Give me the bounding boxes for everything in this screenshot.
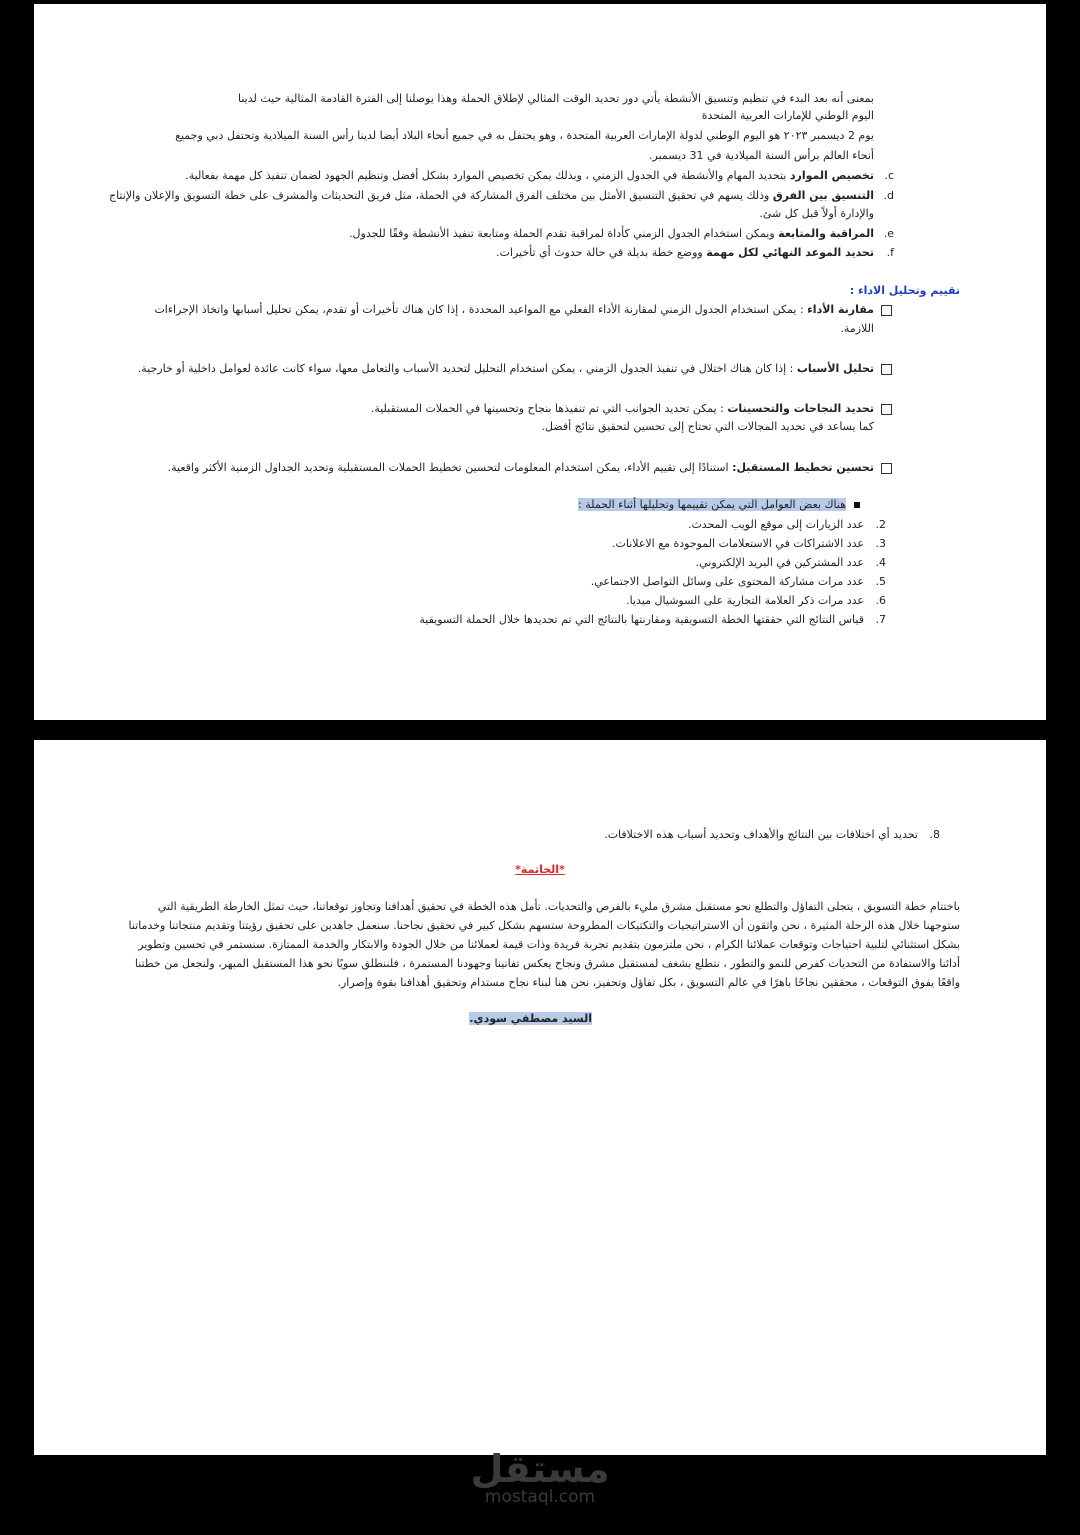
factor-item: عدد المشتركين في البريد الإلكتروني.	[695, 556, 864, 569]
mostaql-watermark	[0, 1447, 1080, 1507]
factor-item: قياس النتائج التي حققتها الخطة التسويقية ومقارنتها بالنتائج التي تم تحديدها خلال الحملة التسويقية	[419, 613, 864, 626]
step-marker-c: c.	[884, 169, 894, 182]
factor-number: 2.	[875, 518, 886, 531]
factors-heading-text: هناك بعض العوامل التي يمكن تقييمها وتحليلها أثناء الحملة :	[578, 498, 846, 511]
checkbox-icon	[881, 364, 892, 375]
bullet-square-icon	[854, 502, 860, 508]
step-c-text: بتحديد المهام والأنشطة في الجدول الزمني ، وبذلك يمكن تخصيص الموارد بشكل أفضل وتنظيم الجهود لضمان تنفيذ كل مهمة بفعالية.	[185, 169, 790, 182]
eval-item-4-title: تحسين تخطيط المستقبل:	[732, 461, 874, 474]
step-f-title: تحديد الموعد النهائي لكل مهمة	[706, 246, 874, 259]
factor-item: عدد الزيارات إلى موقع الويب المحدث.	[687, 518, 864, 531]
eval-item-4	[168, 459, 874, 476]
intro-line-1: بمعنى أنه بعد البدء في تنظيم وتنسيق الأنشطة يأتي دور تحديد الوقت المثالي لإطلاق الحملة وهذا يوصلنا إلى الفترة القادمة المثالية حيث لدينا	[238, 92, 874, 105]
factor-number: 4.	[875, 556, 886, 569]
eval-item-3-title: تحديد النجاحات والتحسينات	[727, 402, 874, 415]
eval-item-2-text: : إذا كان هناك اختلال في تنفيذ الجدول الزمني ، يمكن استخدام التحليل لتحديد الأسباب والتعامل معها، سواء كانت عائدة لعوامل داخلية أو خارجية.	[137, 362, 797, 375]
factor-item: عدد مرات مشاركة المحتوى على وسائل التواصل الاجتماعي.	[590, 575, 864, 588]
factor-number: 6.	[875, 594, 886, 607]
factor-item: تحديد أي اختلافات بين النتائج والأهداف وتحديد أسباب هذه الاختلافات.	[604, 828, 918, 841]
eval-item-1-title: مقارنة الأداء	[807, 303, 874, 316]
step-f-text: ووضع خطة بديلة في حالة حدوث أي تأخيرات.	[496, 246, 707, 259]
conclusion-line-5: واقعًا يفوق التوقعات ، محققين نجاحًا باهرًا في عالم التسويق ، بكل تفاؤل وتحفيز، نحن هنا لبناء نجاح مستدام وتحقيق أهدافنا بقوة وإصرار.	[337, 976, 960, 989]
conclusion-line-1: باختتام خطة التسويق ، يتجلى التفاؤل والتطلع نحو مستقبل مشرق مليء بالفرص والتحديات. تأمل هذه الخطة في تحقيق أهدافنا وتجاوز توقعاتنا، حيث تمثل الخارطة الطريقية التي	[157, 900, 960, 913]
conclusion-line-3: بشكل استثنائي لتلبية احتياجات وتوقعات عملائنا الكرام ، نحن ملتزمون بتقديم تجربة فريدة وذات قيمة لعملائنا من خلال الجودة والابتكار والخدمة الممتازة. سنستمر في تحسين وتطوير	[138, 938, 960, 951]
checkbox-icon	[881, 463, 892, 474]
step-c-title: تخصيص الموارد	[789, 169, 874, 182]
step-d-cont: والإدارة أولاً قبل كل شئ.	[759, 207, 874, 220]
step-d	[109, 187, 874, 204]
conclusion-line-2: ستوجهنا خلال هذه الرحلة المثيرة ، نحن واثقون أن الاستراتيجيات والتكتيكات المطروحة ستسهم بشكل كبير في تحقيق نجاحنا. سنعمل جاهدين على تحقيق رؤيتنا وتقديم منتجاتنا وخدماتنا	[128, 919, 960, 932]
step-d-title: التنسيق بين الفرق	[772, 189, 874, 202]
eval-item-1-cont: اللازمة.	[840, 322, 874, 335]
step-c	[185, 167, 874, 184]
conclusion-title: *الخاتمة*	[515, 863, 565, 876]
eval-item-3-cont: كما يساعد في تحديد المجالات التي تحتاج إلى تحسين لتحقيق نتائج أفضل.	[541, 420, 874, 433]
factor-number: 3.	[875, 537, 886, 550]
factor-item: عدد مرات ذكر العلامة التجارية على السوشيال ميديا.	[626, 594, 864, 607]
eval-item-4-text: استنادًا إلى تقييم الأداء، يمكن استخدام المعلومات لتحسين تخطيط الحملات المستقبلية وتحديد الجداول الزمنية الأكثر واقعية.	[167, 461, 733, 474]
intro-line-4: أنحاء العالم برأس السنة الميلادية في 31 ديسمبر.	[649, 149, 874, 162]
step-e-title: المراقبة والمتابعة	[778, 227, 874, 240]
step-marker-e: e.	[883, 227, 894, 240]
factors-heading	[578, 496, 860, 513]
factor-item: عدد الاشتراكات في الاستعلامات الموجودة مع الاعلانات.	[612, 537, 864, 550]
intro-line-2: اليوم الوطني للإمارات العربية المتحدة	[701, 109, 874, 122]
intro-line-3: يوم 2 ديسمبر ٢٠٢٣ هو اليوم الوطني لدولة الإمارات العربية المتحدة ، وهو يحتفل به في جميع أنحاء البلاد أيضا لدينا رأس السنة الميلادية وتحتفل دبي وجميع	[175, 129, 874, 142]
eval-item-2	[138, 360, 874, 377]
signature-text: السيد مصطفي سودي.	[469, 1012, 592, 1025]
step-marker-d: d.	[883, 189, 894, 202]
eval-item-1	[154, 301, 874, 318]
signature	[469, 1010, 592, 1027]
checkbox-icon	[881, 404, 892, 415]
factor-number: 7.	[875, 613, 886, 626]
document-page-1	[34, 4, 1046, 720]
step-marker-f: f.	[886, 246, 894, 259]
checkbox-icon	[881, 305, 892, 316]
conclusion-line-4: أدائنا والاستفادة من التحديات كفرص للنمو والتطور ، نتطلع بشغف لمستقبل مشرق ونجاح يعكس تفانينا وجهودنا المستمرة ، فلننطلق سويًا نحو هذا المستقبل المبهر، ولنجعل من خطتنا	[134, 957, 960, 970]
document-page-2	[34, 740, 1046, 1455]
eval-item-2-title: تحليل الأسباب	[796, 362, 874, 375]
eval-item-3-text: : يمكن تحديد الجوانب التي تم تنفيذها بنجاح وتحسينها في الحملات المستقبلية.	[370, 402, 728, 415]
step-e-text: ويمكن استخدام الجدول الزمني كأداة لمراقبة تقدم الحملة ومتابعة تنفيذ الأنشطة وفقًا للجدول.	[349, 227, 779, 240]
mostaql-url: mostaql.com	[484, 1487, 596, 1507]
mostaql-logo: مستقل	[470, 1447, 610, 1491]
step-d-text: وذلك يسهم في تحقيق التنسيق الأمثل بين مختلف الفرق المشاركة في الحملة، مثل فريق التحديثات والمشرف على خطة التسويق والإعلان والإنتاج	[108, 189, 773, 202]
eval-item-1-text: : يمكن استخدام الجدول الزمني لمقارنة الأداء الفعلي مع المواعيد المحددة ، إذا كان هناك تأخيرات أو تقدم، يمكن تحليل أسبابها واتخاذ الإجراءات	[154, 303, 808, 316]
eval-item-3	[371, 400, 874, 417]
factor-number: 5.	[875, 575, 886, 588]
eval-heading: تقييم وتحليل الاداء :	[849, 284, 960, 297]
step-f	[496, 244, 874, 261]
factor-number: 8.	[929, 828, 940, 841]
step-e	[349, 225, 874, 242]
